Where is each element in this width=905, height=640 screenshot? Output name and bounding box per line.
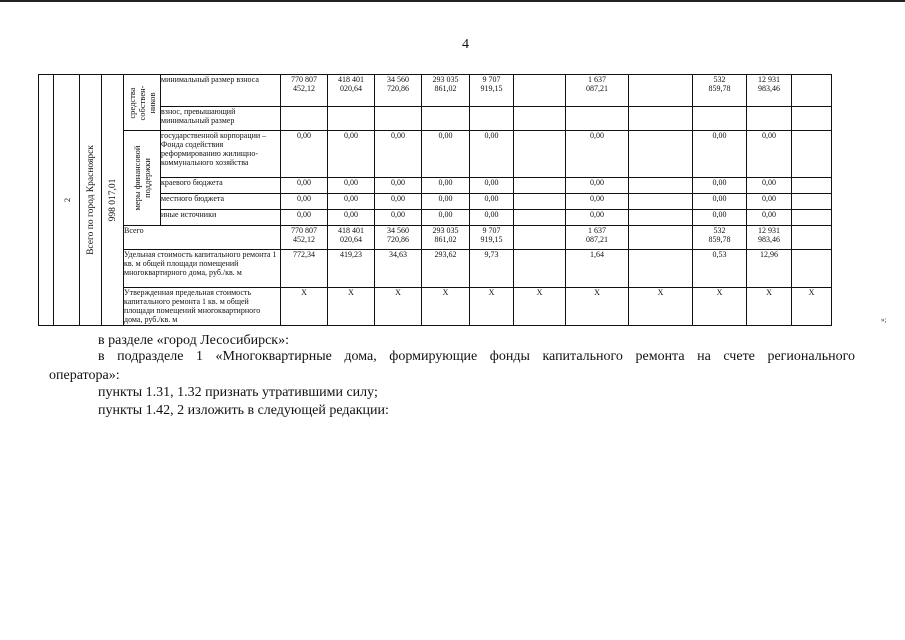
value-cell <box>629 178 693 194</box>
value-cell: X <box>693 288 747 326</box>
row-label: иные источники <box>161 210 281 226</box>
value-cell: 770 807 452,12 <box>281 226 328 250</box>
row-label: местного бюджета <box>161 194 281 210</box>
value-cell <box>514 131 566 178</box>
value-cell <box>792 107 832 131</box>
value-cell <box>792 131 832 178</box>
value-cell: 0,00 <box>747 210 792 226</box>
value-cell: 293,62 <box>422 250 470 288</box>
value-cell: 0,00 <box>281 194 328 210</box>
value-cell: X <box>281 288 328 326</box>
value-cell: 0,00 <box>566 131 629 178</box>
value-cell: 9 707 919,15 <box>470 75 514 107</box>
top-border-line <box>0 0 905 2</box>
value-cell: X <box>747 288 792 326</box>
capital-repair-table <box>38 74 832 326</box>
value-cell <box>629 194 693 210</box>
value-cell <box>792 210 832 226</box>
value-cell <box>470 107 514 131</box>
value-cell: 34 560 720,86 <box>375 75 422 107</box>
value-cell: 0,53 <box>693 250 747 288</box>
value-cell <box>629 107 693 131</box>
value-cell <box>514 250 566 288</box>
value-cell: 532 859,78 <box>693 75 747 107</box>
own-funds-group-cell <box>124 75 161 131</box>
value-cell: 772,34 <box>281 250 328 288</box>
value-cell <box>281 107 328 131</box>
value-cell <box>629 226 693 250</box>
value-cell <box>514 194 566 210</box>
row-number: 2 <box>61 197 72 203</box>
value-cell: 418 401 020,64 <box>328 226 375 250</box>
value-cell: 34,63 <box>375 250 422 288</box>
row-label: краевого бюджета <box>161 178 281 194</box>
municipality-code: 998 017,01 <box>107 178 118 222</box>
row-label: взнос, превышающий минимальный размер <box>161 107 281 131</box>
page-number: 4 <box>462 37 469 52</box>
support-group-label: меры финансовой поддержки <box>132 145 152 211</box>
value-cell: 1 637 087,21 <box>566 226 629 250</box>
value-cell: X <box>328 288 375 326</box>
own-funds-group-label: средства собствен-ников <box>127 85 157 120</box>
value-cell: 0,00 <box>281 210 328 226</box>
value-cell <box>514 226 566 250</box>
value-cell: 0,00 <box>470 194 514 210</box>
value-cell <box>747 107 792 131</box>
row-label: государственной корпорации – Фонда содействия реформированию жилищно-коммунального хозяйства <box>161 131 281 178</box>
value-cell: 0,00 <box>693 210 747 226</box>
row-label: Всего <box>124 226 281 250</box>
value-cell <box>566 107 629 131</box>
value-cell <box>792 194 832 210</box>
value-cell: 0,00 <box>281 178 328 194</box>
value-cell: 0,00 <box>747 194 792 210</box>
value-cell: 0,00 <box>470 210 514 226</box>
paragraph-subsection-line2: оператора»: <box>49 368 120 383</box>
value-cell: 419,23 <box>328 250 375 288</box>
municipality-name-cell <box>80 75 102 326</box>
value-cell <box>792 250 832 288</box>
value-cell: 0,00 <box>693 131 747 178</box>
value-cell: X <box>566 288 629 326</box>
paragraph-amend: пункты 1.42, 2 изложить в следующей редакции: <box>98 403 389 418</box>
value-cell <box>514 178 566 194</box>
row-label: минимальный размер взноса <box>161 75 281 107</box>
value-cell: 0,00 <box>281 131 328 178</box>
value-cell <box>792 226 832 250</box>
value-cell: X <box>629 288 693 326</box>
value-cell: 0,00 <box>422 210 470 226</box>
value-cell <box>629 131 693 178</box>
value-cell <box>792 75 832 107</box>
value-cell: 34 560 720,86 <box>375 226 422 250</box>
table-row <box>39 226 832 250</box>
value-cell: X <box>422 288 470 326</box>
value-cell <box>693 107 747 131</box>
value-cell: 0,00 <box>422 131 470 178</box>
paragraph-repeal: пункты 1.31, 1.32 признать утратившими силу; <box>98 385 378 400</box>
value-cell: 532 859,78 <box>693 226 747 250</box>
value-cell: 0,00 <box>747 131 792 178</box>
municipality-name: Всего по город Красноярск <box>85 145 96 255</box>
value-cell: X <box>470 288 514 326</box>
table-row <box>39 131 832 178</box>
value-cell <box>375 107 422 131</box>
value-cell: 1 637 087,21 <box>566 75 629 107</box>
value-cell: 0,00 <box>328 131 375 178</box>
code-cell <box>102 75 124 326</box>
value-cell: 0,00 <box>566 178 629 194</box>
value-cell: 0,00 <box>328 194 375 210</box>
value-cell: 0,00 <box>566 210 629 226</box>
value-cell: 0,00 <box>375 210 422 226</box>
paragraph-subsection-line1: в подразделе 1 «Многоквартирные дома, формирующие фонды капитального ремонта на счете регионального <box>98 349 855 364</box>
value-cell <box>792 178 832 194</box>
value-cell: 0,00 <box>470 131 514 178</box>
value-cell: 418 401 020,64 <box>328 75 375 107</box>
value-cell <box>514 75 566 107</box>
row-number-cell <box>39 75 54 326</box>
table-row <box>39 250 832 288</box>
value-cell: 0,00 <box>375 131 422 178</box>
value-cell: 0,00 <box>328 178 375 194</box>
value-cell <box>514 107 566 131</box>
value-cell: 293 035 861,02 <box>422 75 470 107</box>
value-cell <box>629 250 693 288</box>
support-group-cell <box>124 131 161 226</box>
paragraph-section: в разделе «город Лесосибирск»: <box>98 333 290 348</box>
value-cell: X <box>514 288 566 326</box>
value-cell: 12,96 <box>747 250 792 288</box>
value-cell: 0,00 <box>422 178 470 194</box>
value-cell: 0,00 <box>328 210 375 226</box>
municipality-cell <box>54 75 80 326</box>
value-cell: 12 931 983,46 <box>747 226 792 250</box>
value-cell: X <box>792 288 832 326</box>
value-cell: 0,00 <box>375 194 422 210</box>
value-cell: 12 931 983,46 <box>747 75 792 107</box>
row-label: Удельная стоимость капитального ремонта 1 кв. м общей площади помещений многоквартирного дома, руб./кв. м <box>124 250 281 288</box>
table-closing-quote: »; <box>881 316 887 324</box>
value-cell: 9 707 919,15 <box>470 226 514 250</box>
value-cell <box>514 210 566 226</box>
value-cell: 0,00 <box>375 178 422 194</box>
value-cell: 1,64 <box>566 250 629 288</box>
value-cell: X <box>375 288 422 326</box>
value-cell: 0,00 <box>470 178 514 194</box>
value-cell <box>422 107 470 131</box>
value-cell: 770 807 452,12 <box>281 75 328 107</box>
value-cell: 0,00 <box>693 178 747 194</box>
value-cell: 0,00 <box>422 194 470 210</box>
value-cell <box>629 75 693 107</box>
table-row <box>39 75 832 107</box>
value-cell: 293 035 861,02 <box>422 226 470 250</box>
table-row <box>39 288 832 326</box>
value-cell: 0,00 <box>747 178 792 194</box>
value-cell <box>328 107 375 131</box>
value-cell: 0,00 <box>693 194 747 210</box>
value-cell <box>629 210 693 226</box>
row-label: Утвержденная предельная стоимость капитального ремонта 1 кв. м общей площади помещений многоквартирного дома, руб./кв. м <box>124 288 281 326</box>
value-cell: 0,00 <box>566 194 629 210</box>
value-cell: 9,73 <box>470 250 514 288</box>
